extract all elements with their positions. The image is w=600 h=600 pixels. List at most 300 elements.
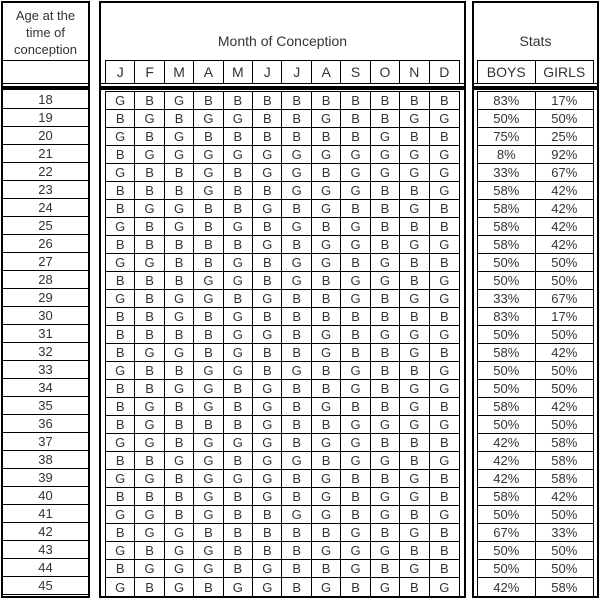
gender-cell: B [282,380,311,398]
gender-cell: B [253,218,282,236]
gender-cell: B [253,110,282,128]
gender-cell: G [312,182,341,200]
gender-cell: B [165,110,194,128]
girls-stat-cell: 50% [536,254,594,272]
gender-cell: B [106,488,135,506]
girls-stat-cell: 42% [536,344,594,362]
gender-cell: B [106,452,135,470]
stats-header-row [477,60,594,84]
girls-stat-cell: 42% [536,200,594,218]
gender-cell: B [135,128,164,146]
gender-cell: B [224,380,253,398]
month-header-cell: N [400,61,429,83]
girls-stat-cell: 50% [536,380,594,398]
gender-cell: G [430,362,459,380]
boys-stat-cell: 50% [478,362,536,380]
gender-cell: B [341,200,370,218]
girls-column-header: GIRLS [543,64,586,80]
age-cell: 22 [3,163,88,181]
gender-cell: B [194,236,223,254]
gender-cell: B [371,362,400,380]
boys-stat-cell: 50% [478,254,536,272]
gender-cell: G [106,470,135,488]
gender-cell: B [224,236,253,254]
gender-cell: G [312,110,341,128]
gender-cell: G [371,488,400,506]
gender-cell: G [106,254,135,272]
gender-cell: G [400,164,429,182]
gender-cell: G [253,290,282,308]
boys-stat-cell: 50% [478,506,536,524]
gender-cell: B [282,110,311,128]
gender-cell: B [341,578,370,596]
gender-cell: G [400,326,429,344]
age-cell: 35 [3,397,88,415]
gender-cell: G [400,290,429,308]
gender-cell: B [194,326,223,344]
gender-cell: B [400,506,429,524]
gender-cell: G [224,578,253,596]
gender-cell: G [106,578,135,596]
gender-cell: G [430,182,459,200]
gender-cell: G [371,506,400,524]
age-cell: 45 [3,577,88,595]
gender-cell: B [224,488,253,506]
age-cell: 26 [3,235,88,253]
gender-cell: G [341,524,370,542]
age-header-line1: Age at the [15,8,76,23]
gender-cell: B [253,92,282,110]
girls-stat-cell: 58% [536,470,594,488]
gender-cell: G [165,452,194,470]
gender-cell: G [165,344,194,362]
girls-stat-cell: 50% [536,416,594,434]
gender-cell: B [400,182,429,200]
gender-cell: G [312,578,341,596]
gender-cell: B [400,254,429,272]
gender-cell: B [341,92,370,110]
gender-cell: B [135,182,164,200]
gender-cell: G [400,110,429,128]
gender-cell: G [135,434,164,452]
stats-rows [477,91,594,597]
boys-stat-cell: 75% [478,128,536,146]
gender-cell: B [430,434,459,452]
age-cell: 19 [3,109,88,127]
month-header-cell: J [253,61,282,83]
gender-cell: B [430,524,459,542]
gender-cell: G [224,254,253,272]
gender-cell: B [430,254,459,272]
gender-cell: B [371,236,400,254]
girls-stat-cell: 50% [536,110,594,128]
gender-cell: G [224,362,253,380]
gender-cell: B [106,344,135,362]
girls-stat-cell: 67% [536,290,594,308]
boys-column-header: BOYS [478,61,536,83]
gender-cell: B [312,524,341,542]
gender-cell: G [282,164,311,182]
boys-stat-cell: 58% [478,200,536,218]
age-cell: 18 [3,91,88,109]
gender-cell: B [253,128,282,146]
girls-stat-cell: 42% [536,218,594,236]
gender-cell: G [253,578,282,596]
gender-cell: G [371,578,400,596]
gender-cell: G [165,524,194,542]
gender-cell: B [135,236,164,254]
gender-cell: G [341,290,370,308]
gender-cell: G [439,579,450,595]
gender-cell: G [312,506,341,524]
gender-cell: B [165,254,194,272]
gender-cell: B [194,92,223,110]
girls-stat-cell: 58% [551,579,578,595]
gender-cell: G [194,434,223,452]
gender-cell: B [400,92,429,110]
gender-cell: B [165,236,194,254]
stats-group-header: Stats [519,33,552,49]
gender-cell: B [106,416,135,434]
gender-cell: G [341,434,370,452]
gender-cell: G [165,146,194,164]
gender-cell: G [135,110,164,128]
gender-cell: G [194,506,223,524]
gender-cell: B [224,398,253,416]
girls-stat-cell: 50% [536,560,594,578]
gender-cell: B [165,506,194,524]
gender-cell: G [253,434,282,452]
gender-cell: B [224,182,253,200]
gender-cell: B [224,524,253,542]
gender-cell: G [253,146,282,164]
gender-cell: B [371,92,400,110]
gender-cell: B [312,218,341,236]
gender-cell: B [224,506,253,524]
gender-cell: G [430,164,459,182]
gender-cell: G [341,272,370,290]
gender-cell: G [194,560,223,578]
gender-cell: G [341,218,370,236]
boys-stat-cell: 42% [478,434,536,452]
gender-cell: B [371,290,400,308]
gender-cell: B [106,272,135,290]
gender-cell: G [135,146,164,164]
age-column-panel [1,1,90,598]
gender-cell: B [312,308,341,326]
gender-cell: B [165,182,194,200]
gender-cell: G [224,434,253,452]
gender-cell: G [341,146,370,164]
gender-cell: B [224,92,253,110]
boys-stat-cell: 50% [478,380,536,398]
gender-cell: B [312,452,341,470]
gender-cell: B [165,326,194,344]
gender-cell: G [224,308,253,326]
gender-cell: G [194,290,223,308]
age-cell: 32 [3,343,88,361]
girls-stat-cell: 50% [536,542,594,560]
gender-cell: B [341,488,370,506]
gender-cell: G [282,146,311,164]
gender-cell: B [106,560,135,578]
gender-cell: G [135,398,164,416]
gender-cell: G [106,290,135,308]
gender-cell: B [165,470,194,488]
gender-cell: B [341,308,370,326]
gender-cell: G [106,218,135,236]
gender-cell: G [312,398,341,416]
gender-cell: B [194,578,223,596]
gender-cell: G [430,290,459,308]
gender-cell: G [253,470,282,488]
gender-cell: G [194,362,223,380]
gender-cell: G [165,380,194,398]
gender-cell: B [400,434,429,452]
gender-cell: G [194,542,223,560]
gender-grid [105,91,460,597]
gender-cell: B [106,524,135,542]
gender-cell: B [371,560,400,578]
gender-cell: B [194,218,223,236]
gender-cell: G [282,182,311,200]
gender-cell: G [312,488,341,506]
boys-stat-cell: 58% [478,236,536,254]
gender-cell: B [165,362,194,380]
gender-cell: G [165,308,194,326]
girls-stat-cell: 58% [536,452,594,470]
gender-cell: B [282,398,311,416]
gender-cell: B [253,362,282,380]
gender-cell: B [430,470,459,488]
age-column-header [3,7,88,58]
gender-cell: B [165,398,194,416]
gender-cell: G [135,470,164,488]
gender-cell: B [106,146,135,164]
gender-cell: B [224,200,253,218]
gender-cell: B [194,344,223,362]
gender-cell: B [312,272,341,290]
gender-cell: G [253,416,282,434]
gender-cell: G [165,290,194,308]
gender-cell: G [194,380,223,398]
gender-cell: B [400,308,429,326]
gender-cell: B [312,128,341,146]
gender-cell: B [282,470,311,488]
gender-cell: G [341,452,370,470]
gender-cell: B [341,110,370,128]
gender-cell: G [253,236,282,254]
gender-cell: G [165,218,194,236]
gender-cell: B [341,398,370,416]
gender-cell: B [282,416,311,434]
month-header-cell: M [224,61,253,83]
gender-cell: B [430,128,459,146]
gender-cell: B [194,416,223,434]
gender-cell: B [400,128,429,146]
gender-cell: G [371,452,400,470]
gender-cell: B [106,398,135,416]
age-cell: 31 [3,325,88,343]
gender-cell: G [371,146,400,164]
gender-cell: G [282,506,311,524]
gender-cell: B [194,524,223,542]
gender-cell: B [253,344,282,362]
gender-cell: B [312,416,341,434]
gender-cell: B [135,488,164,506]
age-cell: 39 [3,469,88,487]
gender-cell: G [341,236,370,254]
gender-cell: B [106,236,135,254]
gender-cell: B [165,164,194,182]
gender-cell: B [371,524,400,542]
gender-cell: G [341,560,370,578]
gender-cell: G [135,200,164,218]
age-cell: 29 [3,289,88,307]
gender-cell: B [194,308,223,326]
boys-stat-cell: 83% [478,308,536,326]
age-cell: 24 [3,199,88,217]
gender-cell: B [224,416,253,434]
gender-cell: B [253,254,282,272]
gender-cell: B [312,164,341,182]
gender-cell: G [165,560,194,578]
gender-cell: G [371,542,400,560]
gender-cell: B [253,182,282,200]
gender-cell: B [371,344,400,362]
gender-cell: G [312,434,341,452]
gender-cell: B [282,326,311,344]
girls-stat-cell: 50% [536,506,594,524]
gender-cell: G [341,380,370,398]
gender-cell: G [430,452,459,470]
gender-cell: G [253,380,282,398]
girls-stat-cell: 67% [536,164,594,182]
boys-stat-cell: 33% [478,164,536,182]
gender-cell: G [253,488,282,506]
gender-cell: G [400,416,429,434]
gender-cell: B [224,164,253,182]
boys-stat-cell: 8% [478,146,536,164]
gender-cell: G [135,524,164,542]
gender-cell: G [282,218,311,236]
gender-cell: B [430,488,459,506]
gender-cell: G [312,470,341,488]
age-cell: 30 [3,307,88,325]
gender-cell: G [430,110,459,128]
gender-cell: B [224,128,253,146]
gender-cell: G [371,164,400,182]
gender-cell: G [312,542,341,560]
gender-cell: B [430,398,459,416]
girls-stat-cell: 92% [536,146,594,164]
month-header-cell: J [106,61,135,83]
age-header-line3: conception [14,42,77,57]
gender-cell: B [282,128,311,146]
gender-cell: B [135,218,164,236]
gender-cell: G [400,524,429,542]
gender-cell: B [400,218,429,236]
gender-cell: G [341,542,370,560]
gender-cell: G [194,488,223,506]
boys-stat-cell: 58% [478,218,536,236]
gender-cell: B [371,398,400,416]
gender-cell: G [194,110,223,128]
gender-cell: B [135,308,164,326]
gender-cell: G [341,164,370,182]
gender-cell: G [194,470,223,488]
month-header-cell: M [165,61,194,83]
gender-cell: B [135,92,164,110]
gender-cell: G [224,326,253,344]
gender-cell: B [194,200,223,218]
gender-cell: G [165,92,194,110]
gender-cell: G [135,560,164,578]
gender-cell: B [224,290,253,308]
gender-cell: G [253,326,282,344]
gender-cell: G [194,398,223,416]
gender-cell: B [341,344,370,362]
gender-cell: G [224,272,253,290]
gender-cell: B [400,542,429,560]
gender-cell: G [106,164,135,182]
boys-stat-cell: 42% [478,470,536,488]
gender-cell: G [312,200,341,218]
gender-cell: B [135,578,164,596]
stats-double-divider [474,83,597,90]
age-cell: 33 [3,361,88,379]
age-cell: 37 [3,433,88,451]
gender-cell: G [194,182,223,200]
gender-cell: B [341,506,370,524]
gender-cell: B [430,92,459,110]
month-header-cell: S [341,61,370,83]
gender-cell: G [282,272,311,290]
gender-cell: B [282,200,311,218]
gender-cell: G [194,272,223,290]
gender-cell: B [282,488,311,506]
gender-cell: B [282,92,311,110]
girls-stat-cell: 17% [536,92,594,110]
girls-stat-cell: 50% [536,362,594,380]
gender-cell: B [430,560,459,578]
age-cell: 40 [3,487,88,505]
gender-cell: B [106,182,135,200]
gender-cell: G [400,146,429,164]
gender-cell: G [253,398,282,416]
gender-cell: G [253,452,282,470]
age-cell: 27 [3,253,88,271]
age-cell: 38 [3,451,88,469]
gender-cell: G [341,182,370,200]
gender-cell: B [282,290,311,308]
month-header-cell: O [371,61,400,83]
girls-stat-cell: 50% [536,326,594,344]
girls-stat-cell: 42% [536,488,594,506]
age-cell: 25 [3,217,88,235]
gender-cell: B [165,272,194,290]
gender-cell: G [106,92,135,110]
gender-cell: B [253,506,282,524]
gender-cell: B [253,308,282,326]
gender-cell: B [282,236,311,254]
gender-cell: G [165,578,194,596]
gender-cell: B [253,524,282,542]
gender-cell: B [341,470,370,488]
gender-cell: G [400,200,429,218]
gender-cell: G [106,506,135,524]
boys-stat-cell: 50% [478,416,536,434]
